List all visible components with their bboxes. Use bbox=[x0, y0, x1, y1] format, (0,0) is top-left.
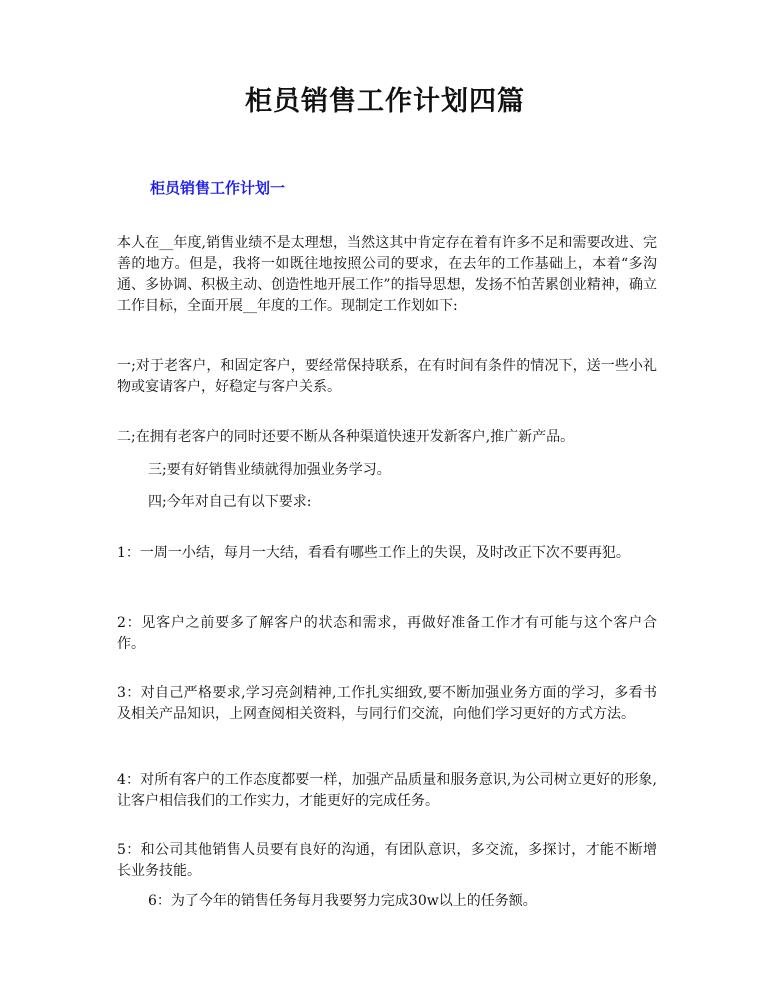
requirement-4: 4：对所有客户的工作态度都要一样，加强产品质量和服务意识,为公司树立更好的形象,让客户相信我们的工作实力，才能更好的完成任务。 bbox=[117, 772, 657, 809]
document-title: 柜员销售工作计划四篇 bbox=[245, 86, 525, 117]
requirement-1: 1：一周一小结，每月一大结，看看有哪些工作上的失误，及时改正下次不要再犯。 bbox=[117, 545, 630, 561]
section-heading: 柜员销售工作计划一 bbox=[150, 179, 286, 197]
requirement-3: 3：对自己严格要求,学习亮剑精神,工作扎实细致,要不断加强业务方面的学习，多看书及相关产品知识，上网查阅相关资料，与同行们交流，向他们学习更好的方式方法。 bbox=[117, 685, 657, 722]
paragraph-item-4: 四;今年对自己有以下要求: bbox=[148, 494, 312, 510]
intro-paragraph: 本人在__年度,销售业绩不是太理想，当然这其中肯定存在着有许多不足和需要改进、完善的地方。但是，我将一如既往地按照公司的要求，在去年的工作基础上，本着“多沟通、多协调、积极主动、创造性地开展工作”的指导思想，发扬不怕苦累创业精神，确立工作目标，全面开展__年度的工作。现制定工作划如下: bbox=[117, 235, 657, 314]
requirement-2: 2：见客户之前要多了解客户的状态和需求，再做好准备工作才有可能与这个客户合作。 bbox=[117, 615, 657, 652]
requirement-5: 5：和公司其他销售人员要有良好的沟通，有团队意识，多交流，多探讨，才能不断增长业务技能。 bbox=[117, 842, 657, 879]
paragraph-item-2: 二;在拥有老客户的同时还要不断从各种渠道快速开发新客户,推广新产品。 bbox=[117, 429, 575, 445]
paragraph-item-1: 一;对于老客户，和固定客户，要经常保持联系，在有时间有条件的情况下，送一些小礼物或宴请客户，好稳定与客户关系。 bbox=[117, 358, 657, 395]
requirement-6: 6：为了今年的销售任务每月我要努力完成30w以上的任务额。 bbox=[148, 893, 537, 909]
paragraph-item-3: 三;要有好销售业绩就得加强业务学习。 bbox=[148, 462, 391, 478]
